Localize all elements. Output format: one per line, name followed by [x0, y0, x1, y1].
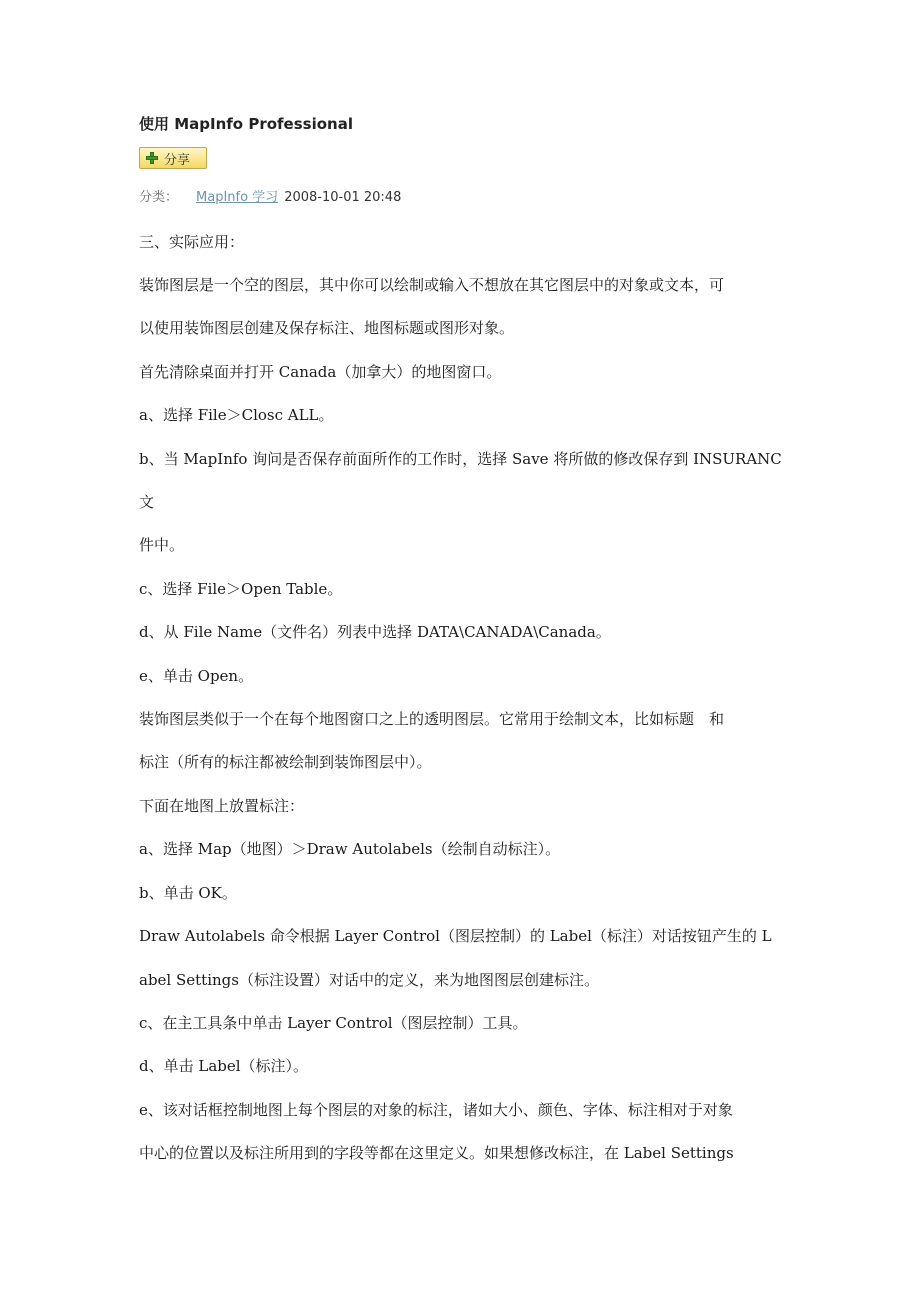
- body-line: 标注（所有的标注都被绘制到装饰图层中）。: [139, 753, 432, 771]
- body-line: 首先清除桌面并打开 Canada（加拿大）的地图窗口。: [139, 363, 502, 381]
- body-line: d、单击 Label（标注）。: [139, 1057, 309, 1075]
- plus-icon: [146, 152, 158, 164]
- share-button-label: 分享: [164, 152, 191, 168]
- post-datetime: 2008-10-01 20:48: [284, 190, 402, 205]
- share-button[interactable]: [139, 147, 207, 169]
- body-line: Draw Autolabels 命令根据 Layer Control（图层控制）的 Label（标注）对话按钮产生的 L: [139, 927, 772, 945]
- body-line: b、单击 OK。: [139, 884, 237, 902]
- body-line: c、在主工具条中单击 Layer Control（图层控制）工具。: [139, 1014, 528, 1032]
- body-line: 件中。: [139, 536, 185, 554]
- body-line: 下面在地图上放置标注：: [139, 797, 305, 815]
- category-link[interactable]: MapInfo 学习: [196, 190, 279, 205]
- body-line: b、当 MapInfo 询问是否保存前面所作的工作时，选择 Save 将所做的修改保存到 INSURANC: [139, 450, 782, 468]
- body-line: a、选择 File＞Closc ALL。: [139, 406, 334, 424]
- body-line: c、选择 File＞Open Table。: [139, 580, 343, 598]
- body-line: 三、实际应用：: [139, 233, 245, 251]
- body-line: 文: [139, 493, 155, 511]
- body-line: abel Settings（标注设置）对话中的定义，来为地图图层创建标注。: [139, 971, 599, 989]
- body-line: 装饰图层类似于一个在每个地图窗口之上的透明图层。它常用于绘制文本，比如标题 和: [139, 710, 725, 728]
- article-meta: [139, 186, 401, 205]
- body-line: d、从 File Name（文件名）列表中选择 DATA\CANADA\Canada。: [139, 623, 611, 641]
- body-line: 装饰图层是一个空的图层，其中你可以绘制或输入不想放在其它图层中的对象或文本，可: [139, 276, 725, 294]
- body-line: 中心的位置以及标注所用到的字段等都在这里定义。如果想修改标注，在 Label Settings: [139, 1144, 734, 1162]
- body-line: e、该对话框控制地图上每个图层的对象的标注，诸如大小、颜色、字体、标注相对于对象: [139, 1101, 733, 1119]
- body-line: 以使用装饰图层创建及保存标注、地图标题或图形对象。: [139, 319, 515, 337]
- body-line: a、选择 Map（地图）＞Draw Autolabels（绘制自动标注）。: [139, 840, 561, 858]
- category-label: 分类：: [139, 190, 179, 205]
- article-title: 使用 MapInfo Professional: [139, 115, 353, 133]
- body-line: e、单击 Open。: [139, 667, 254, 685]
